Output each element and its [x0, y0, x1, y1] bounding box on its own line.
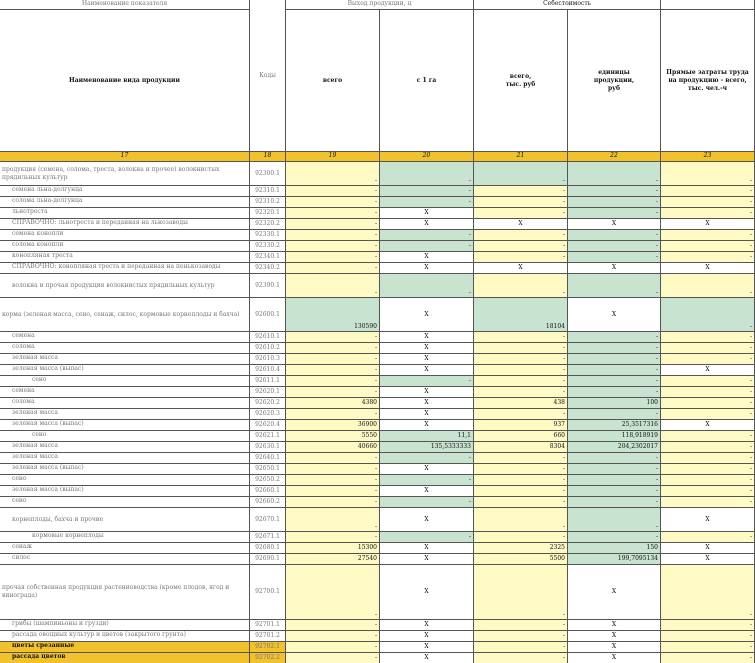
col-number-17: 17	[0, 152, 250, 162]
row-cell-21: -	[474, 197, 568, 208]
col-number-23: 23	[661, 152, 755, 162]
row-cell-23: -	[661, 620, 755, 631]
row-cell-22: X	[568, 263, 661, 274]
row-cell-22: -	[568, 230, 661, 241]
row-name: зеленая масса (выпас)	[0, 420, 250, 431]
col-number-20: 20	[380, 152, 474, 162]
row-cell-20: X	[380, 508, 474, 532]
row-code: 92701.1	[250, 620, 286, 631]
row-cell-22: 118,918919	[568, 431, 661, 442]
row-cell-19: -	[286, 208, 380, 219]
row-cell-23: -	[661, 241, 755, 252]
row-code: 92640.1	[250, 453, 286, 464]
header-cost-title: Себестоимость	[474, 0, 661, 10]
row-cell-21: 8304	[474, 442, 568, 453]
row-name: корнеплоды, бахча и прочие	[0, 508, 250, 532]
row-cell-20: X	[380, 343, 474, 354]
row-cell-21: -	[474, 642, 568, 653]
row-name: зеленая масса	[0, 409, 250, 420]
row-cell-21: 660	[474, 431, 568, 442]
row-cell-21: -	[474, 565, 568, 620]
row-cell-23: -	[661, 431, 755, 442]
row-cell-23: -	[661, 208, 755, 219]
row-cell-20: X	[380, 354, 474, 365]
row-code: 92610.3	[250, 354, 286, 365]
row-cell-21: -	[474, 486, 568, 497]
header-output-title: Выход продукции, ц	[286, 0, 474, 10]
row-cell-21: -	[474, 365, 568, 376]
row-cell-22: -	[568, 508, 661, 532]
row-code: 92320.1	[250, 208, 286, 219]
row-code: 92690.1	[250, 554, 286, 565]
row-name: прочая собственная продукция растениеводства (кроме плодов, ягод и винограда)	[0, 565, 250, 620]
row-cell-19: -	[286, 376, 380, 387]
row-cell-20: -	[380, 197, 474, 208]
row-name: продукция (семена, солома, треста, волокна и прочее) волокнистых прядильных культур	[0, 162, 250, 186]
row-name: СПРАВОЧНО: конопляная треста и переданная на пенькозаводы	[0, 263, 250, 274]
row-cell-19: -	[286, 653, 380, 663]
row-cell-21: -	[474, 252, 568, 263]
row-cell-20: X	[380, 409, 474, 420]
row-code: 92620.2	[250, 398, 286, 409]
row-name: зеленая масса (выпас)	[0, 486, 250, 497]
row-cell-19: -	[286, 219, 380, 230]
row-cell-20: X	[380, 387, 474, 398]
row-code: 92320.2	[250, 219, 286, 230]
row-cell-21: 937	[474, 420, 568, 431]
row-cell-19: 36900	[286, 420, 380, 431]
row-cell-20: -	[380, 532, 474, 543]
row-cell-20: X	[380, 486, 474, 497]
row-cell-19: -	[286, 642, 380, 653]
row-code: 92621.1	[250, 431, 286, 442]
row-cell-19: -	[286, 631, 380, 642]
row-cell-22: -	[568, 162, 661, 186]
row-cell-21: -	[474, 409, 568, 420]
row-cell-20: -	[380, 497, 474, 508]
row-cell-23: -	[661, 497, 755, 508]
row-cell-19: 130590	[286, 298, 380, 332]
row-name: СПРАВОЧНО: льнотреста и переданная на льнозаводы	[0, 219, 250, 230]
row-cell-20: X	[380, 420, 474, 431]
row-cell-23: -	[661, 197, 755, 208]
row-cell-20: -	[380, 376, 474, 387]
row-name: зеленая масса	[0, 442, 250, 453]
row-cell-22: 100	[568, 398, 661, 409]
row-cell-20: X	[380, 543, 474, 554]
col-number-22: 22	[568, 152, 661, 162]
row-name: рассада овощных культур и цветов (закрытого грунта)	[0, 631, 250, 642]
row-cell-23: -	[661, 298, 755, 332]
row-cell-22: X	[568, 620, 661, 631]
row-code: 92620.1	[250, 387, 286, 398]
row-cell-23: -	[661, 453, 755, 464]
row-cell-23: -	[661, 398, 755, 409]
row-code: 92702.1	[250, 642, 286, 653]
row-cell-23: -	[661, 464, 755, 475]
row-cell-22: 204,2302017	[568, 442, 661, 453]
row-name: кормовые корнеплоды	[0, 532, 250, 543]
row-cell-20: X	[380, 252, 474, 263]
row-cell-22: 25,3517316	[568, 420, 661, 431]
row-name: конопляная треста	[0, 252, 250, 263]
row-code: 92340.2	[250, 263, 286, 274]
row-cell-21: -	[474, 631, 568, 642]
header-labor: Прямые затраты труда на продукцию - всего, тыс. чел.-ч	[661, 10, 755, 152]
row-cell-20: X	[380, 219, 474, 230]
row-cell-21: -	[474, 186, 568, 197]
row-cell-21: -	[474, 274, 568, 298]
row-cell-23: -	[661, 442, 755, 453]
row-name: сено	[0, 475, 250, 486]
row-cell-22: X	[568, 298, 661, 332]
row-cell-21: 438	[474, 398, 568, 409]
row-cell-22: -	[568, 354, 661, 365]
row-name: волокна и прочая продукция волокнистых прядильных культур	[0, 274, 250, 298]
row-cell-20: -	[380, 186, 474, 197]
row-code: 92600.1	[250, 298, 286, 332]
row-cell-19: 4380	[286, 398, 380, 409]
row-cell-23: X	[661, 365, 755, 376]
row-name: сенаж	[0, 543, 250, 554]
row-cell-22: X	[568, 565, 661, 620]
header-total: всего	[286, 10, 380, 152]
row-cell-21: -	[474, 343, 568, 354]
row-cell-22: -	[568, 241, 661, 252]
row-cell-23: X	[661, 263, 755, 274]
row-cell-23: X	[661, 543, 755, 554]
row-name: рассада цветов	[0, 653, 250, 663]
row-cell-23: X	[661, 554, 755, 565]
row-code: 92660.2	[250, 497, 286, 508]
row-cell-20: X	[380, 398, 474, 409]
row-code: 92310.2	[250, 197, 286, 208]
row-cell-20: -	[380, 162, 474, 186]
row-cell-19: -	[286, 475, 380, 486]
header-cost-unit: единицы продукции, руб	[568, 10, 661, 152]
row-cell-20: X	[380, 631, 474, 642]
row-code: 92700.1	[250, 565, 286, 620]
row-cell-20: -	[380, 274, 474, 298]
row-name: зеленая масса	[0, 354, 250, 365]
row-name: сено	[0, 376, 250, 387]
row-code: 92702.2	[250, 653, 286, 663]
row-cell-22: -	[568, 332, 661, 343]
row-cell-21: 5500	[474, 554, 568, 565]
row-cell-19: -	[286, 565, 380, 620]
row-cell-22: 150	[568, 543, 661, 554]
row-cell-19: 27540	[286, 554, 380, 565]
row-cell-22: X	[568, 642, 661, 653]
row-cell-22: -	[568, 475, 661, 486]
row-cell-19: -	[286, 230, 380, 241]
col-number-19: 19	[286, 152, 380, 162]
row-code: 92310.1	[250, 186, 286, 197]
row-cell-19: -	[286, 332, 380, 343]
row-name: грибы (шампиньоны и грузди)	[0, 620, 250, 631]
row-cell-20: X	[380, 620, 474, 631]
row-cell-23: -	[661, 475, 755, 486]
row-cell-19: 40660	[286, 442, 380, 453]
row-cell-21: -	[474, 508, 568, 532]
header-name-title: Наименование вида продукции	[0, 10, 250, 152]
row-cell-22: X	[568, 219, 661, 230]
row-name: льнотреста	[0, 208, 250, 219]
row-cell-23: -	[661, 354, 755, 365]
row-name: зеленая масса (выпас)	[0, 365, 250, 376]
row-cell-21: -	[474, 332, 568, 343]
row-cell-21: 2325	[474, 543, 568, 554]
row-cell-22: -	[568, 197, 661, 208]
row-name: семена льна-долгунца	[0, 186, 250, 197]
row-cell-19: -	[286, 532, 380, 543]
row-cell-22: -	[568, 274, 661, 298]
row-cell-21: -	[474, 387, 568, 398]
row-code: 92650.1	[250, 464, 286, 475]
row-cell-19: -	[286, 486, 380, 497]
row-cell-19: -	[286, 508, 380, 532]
row-cell-21: X	[474, 219, 568, 230]
row-cell-23: -	[661, 332, 755, 343]
row-cell-23: -	[661, 565, 755, 620]
row-name: зеленая масса	[0, 453, 250, 464]
row-cell-21: X	[474, 263, 568, 274]
row-code: 92340.1	[250, 252, 286, 263]
row-cell-23: -	[661, 642, 755, 653]
row-cell-21: -	[474, 620, 568, 631]
row-cell-23: -	[661, 343, 755, 354]
header-blank	[661, 0, 755, 10]
row-cell-19: -	[286, 620, 380, 631]
row-cell-19: 15300	[286, 543, 380, 554]
row-cell-21: -	[474, 497, 568, 508]
row-cell-23: -	[661, 274, 755, 298]
row-cell-19: -	[286, 252, 380, 263]
header-codes: Коды	[250, 0, 286, 152]
row-cell-22: -	[568, 365, 661, 376]
row-cell-23: -	[661, 409, 755, 420]
row-code: 92330.2	[250, 241, 286, 252]
row-cell-21: -	[474, 475, 568, 486]
row-cell-22: -	[568, 376, 661, 387]
row-cell-22: -	[568, 486, 661, 497]
row-code: 92330.1	[250, 230, 286, 241]
row-cell-22: -	[568, 497, 661, 508]
row-name: зеленая масса (выпас)	[0, 464, 250, 475]
row-cell-21: 18104	[474, 298, 568, 332]
row-cell-22: -	[568, 208, 661, 219]
row-cell-21: -	[474, 208, 568, 219]
row-cell-19: -	[286, 365, 380, 376]
row-name: силос	[0, 554, 250, 565]
row-cell-22: -	[568, 453, 661, 464]
header-per-ha: с 1 га	[380, 10, 474, 152]
row-cell-21: -	[474, 653, 568, 663]
row-cell-21: -	[474, 532, 568, 543]
row-code: 92630.1	[250, 442, 286, 453]
row-code: 92610.4	[250, 365, 286, 376]
row-code: 92701.2	[250, 631, 286, 642]
row-cell-23: X	[661, 508, 755, 532]
row-cell-22: -	[568, 464, 661, 475]
row-code: 92650.2	[250, 475, 286, 486]
col-number-21: 21	[474, 152, 568, 162]
row-cell-23: -	[661, 162, 755, 186]
row-cell-22: -	[568, 387, 661, 398]
col-number-18: 18	[250, 152, 286, 162]
row-cell-19: 5550	[286, 431, 380, 442]
row-cell-21: -	[474, 453, 568, 464]
row-cell-22: -	[568, 343, 661, 354]
row-code: 92670.1	[250, 508, 286, 532]
row-cell-19: -	[286, 464, 380, 475]
row-cell-23: -	[661, 376, 755, 387]
row-cell-19: -	[286, 387, 380, 398]
row-cell-23: -	[661, 486, 755, 497]
row-cell-19: -	[286, 453, 380, 464]
row-cell-19: -	[286, 274, 380, 298]
row-cell-23: -	[661, 252, 755, 263]
row-code: 92620.4	[250, 420, 286, 431]
row-cell-19: -	[286, 162, 380, 186]
row-code: 92300.1	[250, 162, 286, 186]
row-cell-22: 199,7095134	[568, 554, 661, 565]
row-cell-19: -	[286, 241, 380, 252]
row-code: 92620.3	[250, 409, 286, 420]
row-code: 92680.1	[250, 543, 286, 554]
row-cell-20: X	[380, 365, 474, 376]
row-cell-20: X	[380, 298, 474, 332]
row-cell-23: -	[661, 631, 755, 642]
row-cell-20: X	[380, 653, 474, 663]
row-cell-23: X	[661, 420, 755, 431]
row-cell-20: X	[380, 464, 474, 475]
row-name: сено	[0, 431, 250, 442]
row-cell-22: -	[568, 409, 661, 420]
row-cell-20: 11,1	[380, 431, 474, 442]
row-cell-21: -	[474, 464, 568, 475]
row-code: 92610.1	[250, 332, 286, 343]
header-cost-total: всего, тыс. руб	[474, 10, 568, 152]
row-cell-22: X	[568, 631, 661, 642]
row-name: корма (зеленая масса, сено, сенаж, силос, кормовые корнеплоды и бахча)	[0, 298, 250, 332]
row-name: семена конопли	[0, 230, 250, 241]
row-cell-21: -	[474, 241, 568, 252]
row-cell-23: -	[661, 230, 755, 241]
row-code: 92390.1	[250, 274, 286, 298]
row-name: солома льна-долгунца	[0, 197, 250, 208]
row-cell-22: -	[568, 532, 661, 543]
row-cell-23: -	[661, 653, 755, 663]
row-cell-23: -	[661, 186, 755, 197]
row-cell-19: -	[286, 343, 380, 354]
row-cell-21: -	[474, 162, 568, 186]
row-cell-21: -	[474, 354, 568, 365]
row-code: 92611.1	[250, 376, 286, 387]
row-name: цветы срезанные	[0, 642, 250, 653]
row-cell-20: X	[380, 642, 474, 653]
row-cell-19: -	[286, 186, 380, 197]
row-name: солома	[0, 343, 250, 354]
row-cell-19: -	[286, 263, 380, 274]
row-cell-22: X	[568, 653, 661, 663]
row-code: 92660.1	[250, 486, 286, 497]
row-cell-22: -	[568, 252, 661, 263]
row-cell-20: 135,5333333	[380, 442, 474, 453]
row-cell-20: -	[380, 475, 474, 486]
row-cell-23: -	[661, 387, 755, 398]
row-cell-19: -	[286, 497, 380, 508]
row-cell-19: -	[286, 197, 380, 208]
row-cell-20: -	[380, 241, 474, 252]
row-code: 92610.2	[250, 343, 286, 354]
row-cell-21: -	[474, 230, 568, 241]
row-name: семена	[0, 332, 250, 343]
row-name: сено	[0, 497, 250, 508]
row-cell-20: X	[380, 554, 474, 565]
row-name: солома	[0, 398, 250, 409]
row-cell-20: X	[380, 263, 474, 274]
row-cell-20: -	[380, 230, 474, 241]
row-cell-23: -	[661, 532, 755, 543]
row-cell-20: X	[380, 565, 474, 620]
row-cell-20: X	[380, 332, 474, 343]
row-cell-22: -	[568, 186, 661, 197]
header-group-title: Наименование показателя	[0, 0, 250, 10]
row-name: семена	[0, 387, 250, 398]
row-cell-23: X	[661, 219, 755, 230]
row-cell-19: -	[286, 409, 380, 420]
row-name: солома конопли	[0, 241, 250, 252]
row-cell-21: -	[474, 376, 568, 387]
row-cell-19: -	[286, 354, 380, 365]
row-cell-20: X	[380, 208, 474, 219]
row-code: 92671.1	[250, 532, 286, 543]
row-cell-20: -	[380, 453, 474, 464]
